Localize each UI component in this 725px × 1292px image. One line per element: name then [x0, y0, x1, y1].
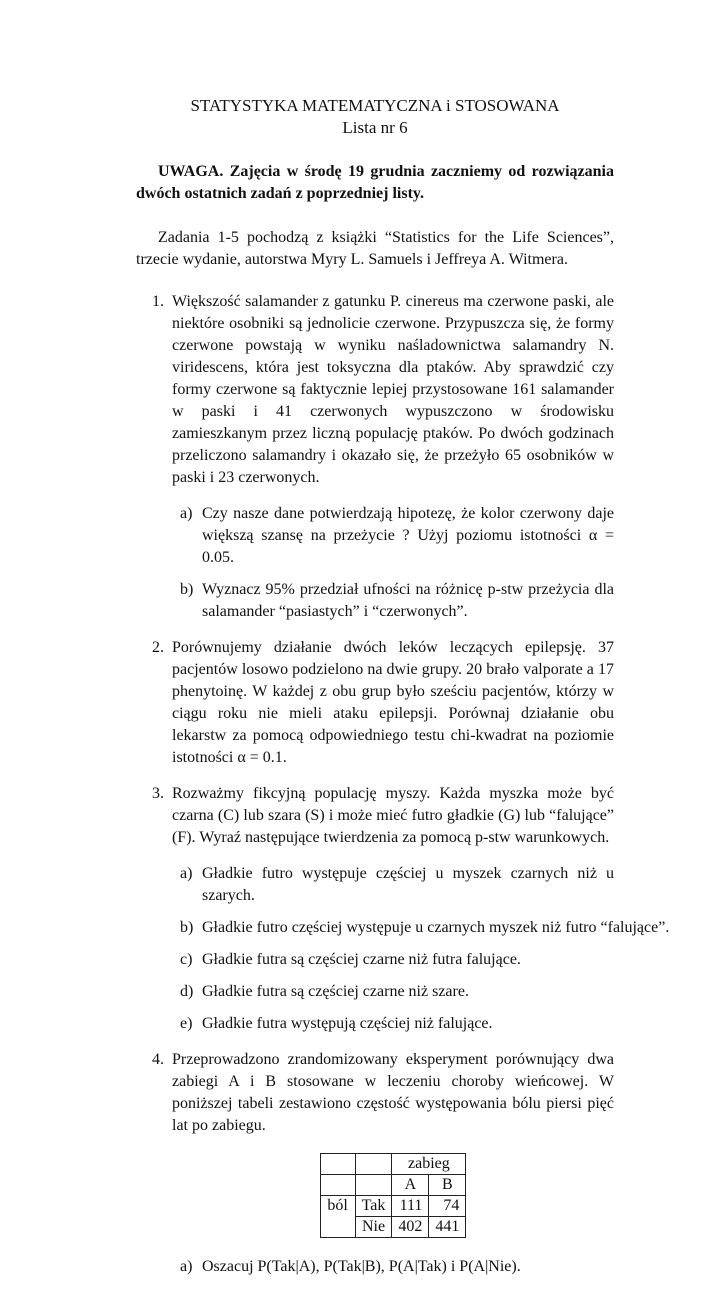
subtask	[172, 981, 614, 1003]
subtask-text: Gładkie futro występuje częściej u myszek czarnych niż u szarych.	[202, 865, 614, 904]
task-3	[136, 783, 670, 1035]
table-cell: 111	[392, 1196, 429, 1217]
task-number: 1.	[152, 293, 164, 310]
table-row-group: ból	[320, 1196, 355, 1238]
subtask-list	[172, 1256, 614, 1278]
table-cell-empty	[355, 1175, 392, 1196]
subtask	[172, 863, 614, 907]
subtask	[172, 949, 614, 971]
task-number: 4.	[152, 1051, 164, 1068]
table-row-label: Nie	[355, 1217, 392, 1238]
subtask-text: Czy nasze dane potwierdzają hipotezę, że kolor czerwony daje większą szansę na przeżycie ? Użyj poziomu istotności α = 0.05.	[202, 505, 614, 566]
subtask-text: Gładkie futra są częściej czarne niż szare.	[202, 983, 469, 1000]
task-text: Większość salamander z gatunku P. cinereus ma czerwone paski, ale niektóre osobniki są jednolicie czerwone. Przypuszcza się, że formy czerwone powstają w wyniku naśladownictwa salamandry N. viridescens, która jest toksyczna dla ptaków. Aby sprawdzić czy formy czerwone są faktycznie lepiej przystosowane 161 salamander w paski i 41 czerwonych wypuszczono w środowisku zamieszkanym przez liczną populację ptaków. Po dwóch godzinach przeliczono salamandry i okazało się, że przeżyło 65 osobników w paski i 23 czerwonych.	[172, 293, 614, 486]
subtask-list	[172, 863, 670, 1035]
subtask-text: Gładkie futra występują częściej niż falujące.	[202, 1015, 493, 1032]
subtask-label: e)	[180, 1015, 193, 1032]
table-column-header: B	[429, 1175, 466, 1196]
table-cell-empty	[320, 1175, 355, 1196]
task-number: 2.	[152, 639, 164, 656]
task-number: 3.	[152, 785, 164, 802]
subtask	[172, 503, 614, 569]
document-title: STATYSTYKA MATEMATYCZNA i STOSOWANA	[190, 96, 560, 115]
task-text: Rozważmy fikcyjną populację myszy. Każda myszka może być czarna (C) lub szara (S) i może mieć futro gładkie (G) lub “falujące” (F). Wyraź następujące twierdzenia za pomocą p-stw warunkowych.	[172, 785, 614, 846]
intro-paragraph: Zadania 1-5 pochodzą z książki “Statistics for the Life Sciences”, trzecie wydanie, autorstwa Myry L. Samuels i Jeffreya A. Witmera.	[136, 229, 614, 268]
subtask-text: Oszacuj P(Tak|A), P(Tak|B), P(A|Tak) i P(A|Nie).	[202, 1258, 521, 1275]
subtask	[172, 917, 670, 939]
table-row-label: Tak	[355, 1196, 392, 1217]
task-1	[136, 291, 614, 623]
subtask-text: Gładkie futra są częściej czarne niż futra falujące.	[202, 951, 521, 968]
subtask-label: a)	[180, 865, 193, 882]
subtask-text: Wyznacz 95% przedział ufności na różnicę p-stw przeżycia dla salamander “pasiastych” i “czerwonych”.	[202, 581, 614, 620]
subtask-label: d)	[180, 983, 194, 1000]
table-header-row	[320, 1154, 466, 1175]
task-4	[136, 1049, 614, 1278]
list-number: Lista nr 6	[342, 118, 408, 137]
subtask-label: a)	[180, 505, 193, 522]
subtask-label: b)	[180, 919, 194, 936]
table-cell: 74	[429, 1196, 466, 1217]
subtask	[172, 579, 614, 623]
document-page	[136, 95, 670, 1292]
table-group-header: zabieg	[392, 1154, 466, 1175]
table-column-header: A	[392, 1175, 429, 1196]
subtask-label: a)	[180, 1258, 193, 1275]
table-row	[320, 1196, 466, 1217]
table-cell-empty	[355, 1154, 392, 1175]
task-list	[136, 291, 670, 1278]
subtask-label: b)	[180, 581, 194, 598]
task-text: Przeprowadzono zrandomizowany eksperyment porównujący dwa zabiegi A i B stosowane w leczeniu choroby wieńcowej. W poniższej tabeli zestawiono częstość występowania bólu piersi pięć lat po zabiegu.	[172, 1051, 614, 1134]
pain-table	[320, 1153, 467, 1238]
task-2	[136, 637, 614, 769]
subtask-label: c)	[180, 951, 193, 968]
subtask-text: Gładkie futro częściej występuje u czarnych myszek niż futro “falujące”.	[202, 919, 670, 936]
notice-paragraph: UWAGA. Zajęcia w środę 19 grudnia zaczniemy od rozwiązania dwóch ostatnich zadań z poprzedniej listy.	[136, 163, 614, 202]
subtask-list	[172, 503, 614, 623]
table-cell: 402	[392, 1217, 429, 1238]
subtask	[172, 1013, 614, 1035]
task-text: Porównujemy działanie dwóch leków leczących epilepsję. 37 pacjentów losowo podzielono na dwie grupy. 20 brało valporate a 17 phenytoinę. W każdej z obu grup było sześciu pacjentów, którzy w ciągu roku nie mieli ataku epilepsji. Porównaj działanie obu lekarstw za pomocą odpowiedniego testu chi-kwadrat na poziomie istotności α = 0.1.	[172, 639, 614, 766]
subtask	[172, 1256, 614, 1278]
table-header-row	[320, 1175, 466, 1196]
table-cell-empty	[320, 1154, 355, 1175]
table-cell: 441	[429, 1217, 466, 1238]
